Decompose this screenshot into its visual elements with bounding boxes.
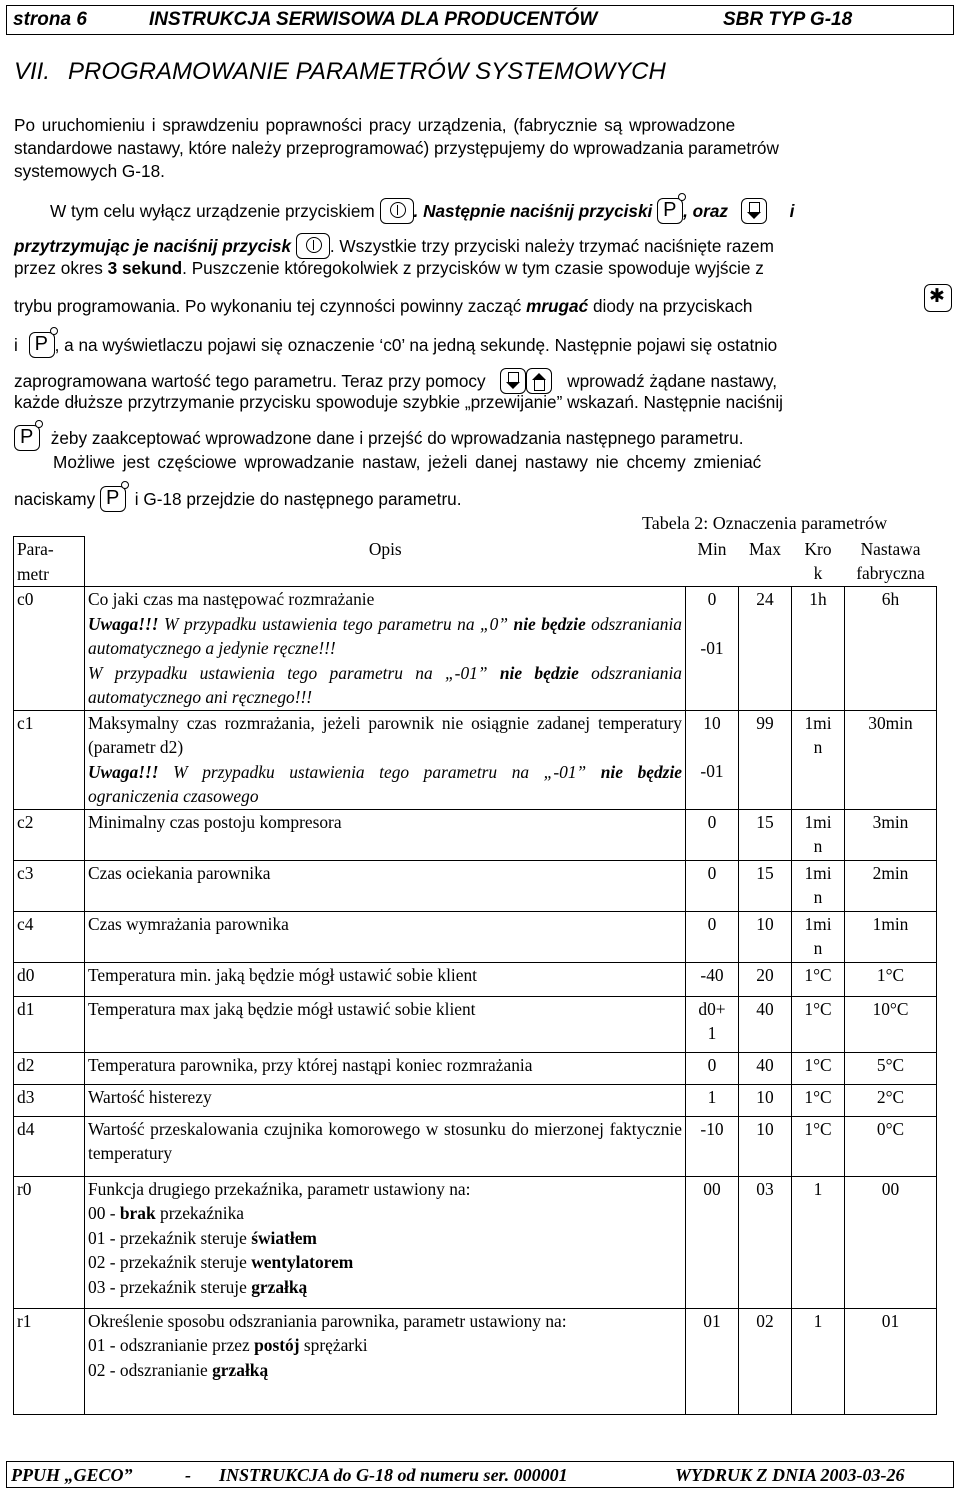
text-span: , a na wyświetlaczu pojawi się oznaczenie ‘c0’ na jedną sekundę. Następnie pojawi się ostatnio bbox=[54, 335, 778, 355]
param-step: 1°C bbox=[792, 996, 845, 1052]
defrost-button-icon bbox=[924, 284, 952, 312]
table-row bbox=[14, 1176, 937, 1308]
paragraph-line: każde dłuższe przytrzymanie przycisku spowoduje szybkie „przewijanie” wskazań. Następnie naciśnij bbox=[14, 392, 783, 412]
header-default: Nastawa fabryczna bbox=[856, 538, 925, 583]
table-caption: Tabela 2: Oznaczenia parametrów bbox=[642, 513, 888, 533]
paragraph-line bbox=[14, 425, 743, 451]
param-min bbox=[686, 587, 739, 711]
param-desc: Temperatura max jaką będzie mógł ustawić sobie klient bbox=[85, 996, 686, 1052]
table-row bbox=[14, 809, 937, 860]
page-number: strona 6 bbox=[13, 9, 87, 30]
param-default: 2min bbox=[845, 860, 937, 911]
text-span: 02 - odszranianie bbox=[88, 1359, 213, 1380]
text-span: grzałką bbox=[212, 1359, 269, 1380]
header-step: Kro k bbox=[804, 538, 832, 583]
desc-warning bbox=[88, 612, 682, 661]
text-span: . Następnie naciśnij przyciski bbox=[413, 201, 653, 221]
text-span: zaprogramowana wartość tego parametru. Teraz przy pomocy bbox=[14, 371, 486, 391]
text-span: naciskamy bbox=[14, 489, 96, 509]
paragraph-line bbox=[50, 198, 794, 224]
table-row bbox=[14, 1308, 937, 1414]
param-desc: Temperatura min. jaką będzie mógł ustawić sobie klient bbox=[85, 962, 686, 996]
param-desc: Temperatura parownika, przy której nastąpi koniec rozmrażania bbox=[85, 1052, 686, 1084]
down-button-icon bbox=[500, 368, 526, 394]
text-span: przytrzymując je naciśnij przycisk bbox=[14, 236, 292, 256]
param-default: 1min bbox=[845, 911, 937, 962]
param-step: 1°C bbox=[792, 1052, 845, 1084]
paragraph-line: Po uruchomieniu i sprawdzeniu poprawności pracy urządzenia, (fabrycznie są wprowadzone bbox=[14, 115, 736, 135]
param-step: 1 bbox=[792, 1308, 845, 1414]
table-row bbox=[14, 860, 937, 911]
min-value-alt: -01 bbox=[700, 761, 724, 781]
param-default: 2°C bbox=[845, 1084, 937, 1116]
option-line bbox=[88, 1333, 682, 1358]
param-desc bbox=[85, 1176, 686, 1308]
paragraph-line bbox=[14, 296, 753, 317]
param-min: -10 bbox=[686, 1116, 739, 1176]
param-min: 1 bbox=[686, 1084, 739, 1116]
desc-text: Maksymalny czas rozmrażania, jeżeli parownik nie osiągnie zadanej temperatury (parametr d2) bbox=[88, 712, 682, 757]
text-span: grzałką bbox=[251, 1276, 308, 1297]
param-max: 40 bbox=[739, 996, 792, 1052]
param-max: 02 bbox=[739, 1308, 792, 1414]
param-min: 0 bbox=[686, 809, 739, 860]
power-button-icon bbox=[296, 233, 330, 259]
param-code: r1 bbox=[14, 1308, 85, 1414]
text-span: nie będzie bbox=[499, 662, 579, 683]
document-title: INSTRUKCJA SERWISOWA DLA PRODUCENTÓW bbox=[149, 9, 598, 30]
desc-text: Określenie sposobu odszraniania parownika, parametr ustawiony na: bbox=[88, 1310, 567, 1331]
table-row bbox=[14, 1116, 937, 1176]
page-footer bbox=[6, 1461, 954, 1488]
footer-print-date: WYDRUK Z DNIA 2003-03-26 bbox=[675, 1465, 905, 1485]
text-span: żeby zaakceptować wprowadzone dane i przejść do wprowadzania następnego parametru. bbox=[50, 428, 744, 448]
param-step: 1°C bbox=[792, 1084, 845, 1116]
param-max: 10 bbox=[739, 1084, 792, 1116]
param-code: d0 bbox=[14, 962, 85, 996]
table-row bbox=[14, 962, 937, 996]
header-desc: Opis bbox=[368, 538, 402, 559]
param-default: 00 bbox=[845, 1176, 937, 1308]
page-header bbox=[6, 5, 954, 35]
text-span: wprowadź żądane nastawy, bbox=[567, 371, 778, 391]
text-span: i bbox=[14, 335, 18, 355]
text-span: wentylatorem bbox=[251, 1252, 354, 1272]
text-span: światłem bbox=[251, 1227, 317, 1248]
param-step: 1°C bbox=[792, 1116, 845, 1176]
text-span: odszraniania automatycznego ani ręcznego!!! bbox=[88, 662, 683, 707]
text-span: odszraniania automatycznego a jedynie ręczne!!! bbox=[88, 613, 682, 658]
footer-dash: - bbox=[185, 1465, 191, 1485]
param-desc bbox=[85, 1308, 686, 1414]
header-param: Para- metr bbox=[14, 537, 85, 587]
min-value: 0 bbox=[707, 589, 717, 609]
paragraph-line: standardowe nastawy, które należy przeprogramować) przystępujemy do wprowadzania parametrów bbox=[14, 138, 779, 158]
param-min: 01 bbox=[686, 1308, 739, 1414]
table-row bbox=[14, 911, 937, 962]
option-line bbox=[88, 1358, 682, 1383]
down-button-icon bbox=[741, 198, 767, 224]
param-step: 1mi n bbox=[792, 710, 845, 809]
section-number: VII. bbox=[14, 58, 51, 85]
param-default: 01 bbox=[845, 1308, 937, 1414]
param-default: 10°C bbox=[845, 996, 937, 1052]
param-default: 6h bbox=[845, 587, 937, 711]
param-desc: Wartość histerezy bbox=[85, 1084, 686, 1116]
text-span: przekaźnika bbox=[155, 1203, 245, 1223]
param-code: d2 bbox=[14, 1052, 85, 1084]
param-max: 10 bbox=[739, 911, 792, 962]
param-code: c2 bbox=[14, 809, 85, 860]
p-button-icon bbox=[657, 198, 683, 224]
param-code: d3 bbox=[14, 1084, 85, 1116]
param-desc: Czas wymrażania parownika bbox=[85, 911, 686, 962]
param-default: 3min bbox=[845, 809, 937, 860]
text-span: W przypadku ustawienia tego parametru na „-01” bbox=[88, 662, 500, 683]
paragraph-line bbox=[14, 486, 462, 512]
paragraph-line bbox=[14, 233, 774, 259]
table-row bbox=[14, 587, 937, 711]
param-step: 1h bbox=[792, 587, 845, 711]
param-max: 99 bbox=[739, 710, 792, 809]
option-line bbox=[88, 1226, 682, 1251]
option-line bbox=[88, 1250, 682, 1275]
text-span: postój bbox=[254, 1335, 300, 1355]
text-span: diody na przyciskach bbox=[592, 296, 753, 316]
paragraph-line bbox=[14, 258, 764, 279]
param-default: 5°C bbox=[845, 1052, 937, 1084]
param-min: -40 bbox=[686, 962, 739, 996]
header-max: Max bbox=[749, 538, 781, 559]
param-max: 10 bbox=[739, 1116, 792, 1176]
param-desc bbox=[85, 710, 686, 809]
text-span: trybu programowania. Po wykonaniu tej czynności powinny zacząć bbox=[14, 296, 522, 316]
param-code: d4 bbox=[14, 1116, 85, 1176]
section-title: PROGRAMOWANIE PARAMETRÓW SYSTEMOWYCH bbox=[68, 58, 666, 85]
text-span: mrugać bbox=[526, 296, 589, 316]
text-span: brak bbox=[119, 1203, 156, 1223]
up-button-icon bbox=[526, 368, 552, 394]
text-span: 01 - przekaźnik steruje bbox=[88, 1227, 252, 1248]
param-max: 15 bbox=[739, 860, 792, 911]
param-default: 30min bbox=[845, 710, 937, 809]
text-span: W tym celu wyłącz urządzenie przyciskiem bbox=[50, 201, 375, 221]
text-span: 03 - przekaźnik steruje bbox=[88, 1276, 252, 1297]
text-span: . Puszczenie któregokolwiek z przycisków w tym czasie spowoduje wyjście z bbox=[182, 258, 764, 278]
param-max: 15 bbox=[739, 809, 792, 860]
paragraph-line bbox=[14, 332, 777, 358]
param-code: c3 bbox=[14, 860, 85, 911]
param-min: 0 bbox=[686, 1052, 739, 1084]
text-span: 01 - odszranianie przez bbox=[88, 1335, 255, 1355]
param-desc: Minimalny czas postoju kompresora bbox=[85, 809, 686, 860]
header-min: Min bbox=[697, 538, 727, 559]
model-name: SBR TYP G-18 bbox=[723, 9, 853, 30]
param-max: 24 bbox=[739, 587, 792, 711]
footer-company: PPUH „GECO” bbox=[11, 1465, 133, 1485]
param-step: 1mi n bbox=[792, 860, 845, 911]
power-button-icon bbox=[380, 198, 414, 224]
p-button-icon bbox=[29, 332, 55, 358]
param-max: 03 bbox=[739, 1176, 792, 1308]
table-row bbox=[14, 1052, 937, 1084]
text-span: 3 sekund bbox=[107, 258, 183, 278]
p-button-icon bbox=[100, 486, 126, 512]
param-min bbox=[686, 710, 739, 809]
option-line bbox=[88, 1201, 682, 1226]
text-span: 02 - przekaźnik steruje bbox=[88, 1252, 252, 1272]
text-span: i bbox=[789, 201, 795, 221]
desc-warning bbox=[88, 661, 682, 710]
min-value: 10 bbox=[703, 712, 721, 733]
param-max: 40 bbox=[739, 1052, 792, 1084]
text-span: ograniczenia czasowego bbox=[88, 786, 259, 806]
parameters-table bbox=[13, 536, 937, 1415]
table-row bbox=[14, 710, 937, 809]
param-desc: Czas ociekania parownika bbox=[85, 860, 686, 911]
param-code: d1 bbox=[14, 996, 85, 1052]
text-span: nie będzie bbox=[513, 613, 586, 634]
param-step: 1mi n bbox=[792, 809, 845, 860]
param-desc bbox=[85, 587, 686, 711]
param-default: 0°C bbox=[845, 1116, 937, 1176]
text-span: , oraz bbox=[683, 201, 728, 221]
param-step: 1 bbox=[792, 1176, 845, 1308]
text-span: . Wszystkie trzy przyciski należy trzymać naciśnięte razem bbox=[329, 236, 774, 256]
param-max: 20 bbox=[739, 962, 792, 996]
text-span: nie będzie bbox=[600, 761, 682, 782]
desc-warning bbox=[88, 760, 682, 809]
option-line bbox=[88, 1275, 682, 1300]
desc-text: Co jaki czas ma następować rozmrażanie bbox=[88, 589, 375, 609]
p-button-icon bbox=[14, 425, 40, 451]
table-row bbox=[14, 1084, 937, 1116]
paragraph-line bbox=[14, 368, 777, 394]
param-step: 1°C bbox=[792, 962, 845, 996]
param-code: c1 bbox=[14, 710, 85, 809]
param-step: 1mi n bbox=[792, 911, 845, 962]
min-value-alt: -01 bbox=[700, 637, 724, 658]
paragraph-line: Możliwe jest częściowe wprowadzanie nastaw, jeżeli danej nastawy nie chcemy zmieniać bbox=[53, 452, 762, 472]
paragraph-line: systemowych G-18. bbox=[14, 161, 165, 181]
param-min: 00 bbox=[686, 1176, 739, 1308]
text-span: przez okres bbox=[14, 258, 103, 278]
warning-label: Uwaga!!! bbox=[88, 761, 159, 782]
section-heading bbox=[14, 58, 666, 86]
param-desc: Wartość przeskalowania czujnika komorowego w stosunku do mierzonej faktycznie temperatury bbox=[85, 1116, 686, 1176]
param-code: c0 bbox=[14, 587, 85, 711]
desc-text: Funkcja drugiego przekaźnika, parametr ustawiony na: bbox=[88, 1178, 471, 1199]
text-span: 00 - bbox=[88, 1203, 120, 1223]
warning-label: Uwaga!!! bbox=[88, 613, 159, 634]
param-min: 0 bbox=[686, 860, 739, 911]
text-span: W przypadku ustawienia tego parametru na „-01” bbox=[158, 761, 601, 782]
text-span: W przypadku ustawienia tego parametru na „0” bbox=[158, 613, 514, 634]
table-header-row bbox=[14, 537, 937, 587]
param-code: r0 bbox=[14, 1176, 85, 1308]
text-span: sprężarki bbox=[299, 1335, 368, 1355]
param-min: 0 bbox=[686, 911, 739, 962]
text-span: i G-18 przejdzie do następnego parametru. bbox=[134, 489, 462, 509]
footer-document: INSTRUKCJA do G-18 od numeru ser. 000001 bbox=[219, 1465, 568, 1485]
param-default: 1°C bbox=[845, 962, 937, 996]
table-row bbox=[14, 996, 937, 1052]
param-min: d0+ 1 bbox=[686, 996, 739, 1052]
param-code: c4 bbox=[14, 911, 85, 962]
